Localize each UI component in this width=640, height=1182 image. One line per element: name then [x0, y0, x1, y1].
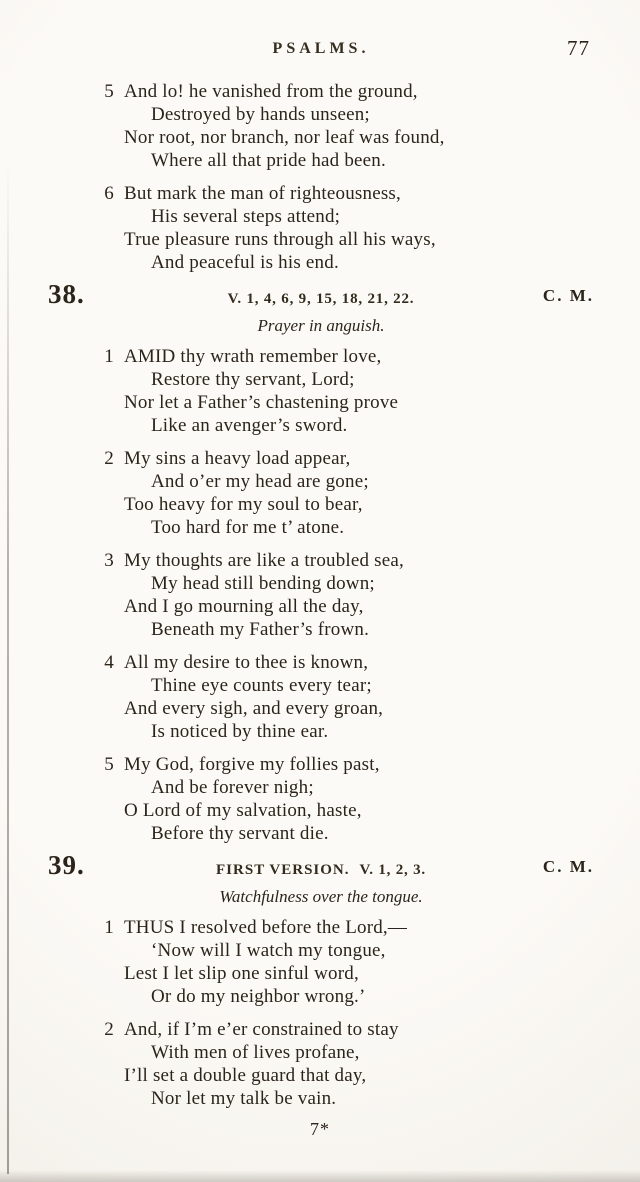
running-title: PSALMS.: [272, 40, 370, 57]
stanza-number: 6: [104, 183, 114, 204]
verse-line: Beneath my Father’s frown.: [151, 619, 370, 640]
stanza-lines: [124, 549, 596, 641]
verse-line: My God, forgive my follies past,: [124, 754, 380, 775]
stanza-lines: [124, 1018, 596, 1110]
stanza: [96, 549, 596, 641]
stanza-lines: [124, 80, 596, 172]
stanza-number: 2: [104, 448, 114, 469]
verse-line: And lo! he vanished from the ground,: [124, 81, 418, 102]
stanza: [96, 345, 596, 437]
stanza: [96, 80, 596, 172]
verse-line: Lest I let slip one sinful word,: [124, 963, 359, 984]
stanza-number: 2: [104, 1019, 114, 1040]
stanza-number: 5: [104, 81, 114, 102]
stanza: [96, 916, 596, 1008]
verse-line: Or do my neighbor wrong.’: [151, 986, 366, 1007]
verse-line: THUS I resolved before the Lord,—: [124, 917, 408, 938]
verse-line: Where all that pride had been.: [151, 150, 386, 171]
verse-line: And every sigh, and every groan,: [124, 698, 384, 719]
hymn-heading: [46, 279, 596, 314]
verse-line: I’ll set a double guard that day,: [124, 1065, 367, 1086]
verse-line: Nor let my talk be vain.: [151, 1088, 337, 1109]
verse-line: My sins a heavy load appear,: [124, 448, 351, 469]
hymn-meter: C. M.: [542, 286, 594, 305]
scan-edge-shade: [0, 1170, 640, 1182]
page-number: 77: [567, 36, 590, 60]
verse-line: Thine eye counts every tear;: [151, 675, 372, 696]
stanza: [96, 651, 596, 743]
hymn-meter: C. M.: [542, 857, 594, 876]
verse-line: My head still bending down;: [151, 573, 375, 594]
hymn-38: [46, 279, 596, 845]
stanza-lines: [124, 753, 596, 845]
hymn-subtitle: Watchfulness over the tongue.: [219, 887, 423, 906]
stanza: [96, 753, 596, 845]
hymn-verses-ref: V. 1, 2, 3.: [359, 862, 426, 878]
verse-line: Before thy servant die.: [151, 823, 329, 844]
verse-line: Destroyed by hands unseen;: [151, 104, 370, 125]
verse-line: ‘Now will I watch my tongue,: [151, 940, 386, 961]
stanza-lines: [124, 345, 596, 437]
verse-line: And be forever nigh;: [151, 777, 314, 798]
stanza-lines: [124, 447, 596, 539]
hymn-heading-center: [216, 862, 426, 878]
scan-edge-line: [7, 160, 9, 1174]
stanza-number: 4: [104, 652, 114, 673]
verse-line: And o’er my head are gone;: [151, 471, 369, 492]
hymn-version-label: FIRST VERSION.: [216, 862, 350, 878]
signature-mark: 7*: [310, 1119, 330, 1139]
hymn-subtitle: Prayer in anguish.: [257, 316, 385, 335]
verse-line: Restore thy servant, Lord;: [151, 369, 355, 390]
verse-line: AMID thy wrath remember love,: [124, 346, 382, 367]
verse-line: O Lord of my salvation, haste,: [124, 800, 362, 821]
stanza-lines: [124, 916, 596, 1008]
verse-line: Nor root, nor branch, nor leaf was found,: [124, 127, 445, 148]
verse-line: With men of lives profane,: [151, 1042, 360, 1063]
stanza-number: 1: [104, 346, 114, 367]
verse-line: And I go mourning all the day,: [124, 596, 364, 617]
stanza-lines: [124, 651, 596, 743]
verse-line: And, if I’m e’er constrained to stay: [124, 1019, 399, 1040]
verse-line: Is noticed by thine ear.: [151, 721, 329, 742]
verse-line: Nor let a Father’s chastening prove: [124, 392, 399, 413]
verse-line: All my desire to thee is known,: [124, 652, 369, 673]
stanza: [96, 447, 596, 539]
hymn-39: [46, 850, 596, 1110]
stanza: [96, 1018, 596, 1110]
hymn-verses-ref: V. 1, 4, 6, 9, 15, 18, 21, 22.: [227, 291, 415, 307]
stanza-number: 5: [104, 754, 114, 775]
hymn-number: 38.: [48, 279, 85, 309]
stanza: [96, 182, 596, 274]
verse-line: True pleasure runs through all his ways,: [124, 229, 436, 250]
verse-line: My thoughts are like a troubled sea,: [124, 550, 404, 571]
stanza-number: 1: [104, 917, 114, 938]
stanza-lines: [124, 182, 596, 274]
page-header: [46, 36, 596, 66]
verse-line: But mark the man of righteousness,: [124, 183, 401, 204]
hymn-heading: [46, 850, 596, 885]
stanza-number: 3: [104, 550, 114, 571]
verse-line: Too heavy for my soul to bear,: [124, 494, 363, 515]
verse-line: And peaceful is his end.: [151, 252, 339, 273]
verse-line: Too hard for me t’ atone.: [151, 517, 345, 538]
hymn-number: 39.: [48, 850, 85, 880]
verse-line: His several steps attend;: [151, 206, 341, 227]
verse-line: Like an avenger’s sword.: [151, 415, 348, 436]
